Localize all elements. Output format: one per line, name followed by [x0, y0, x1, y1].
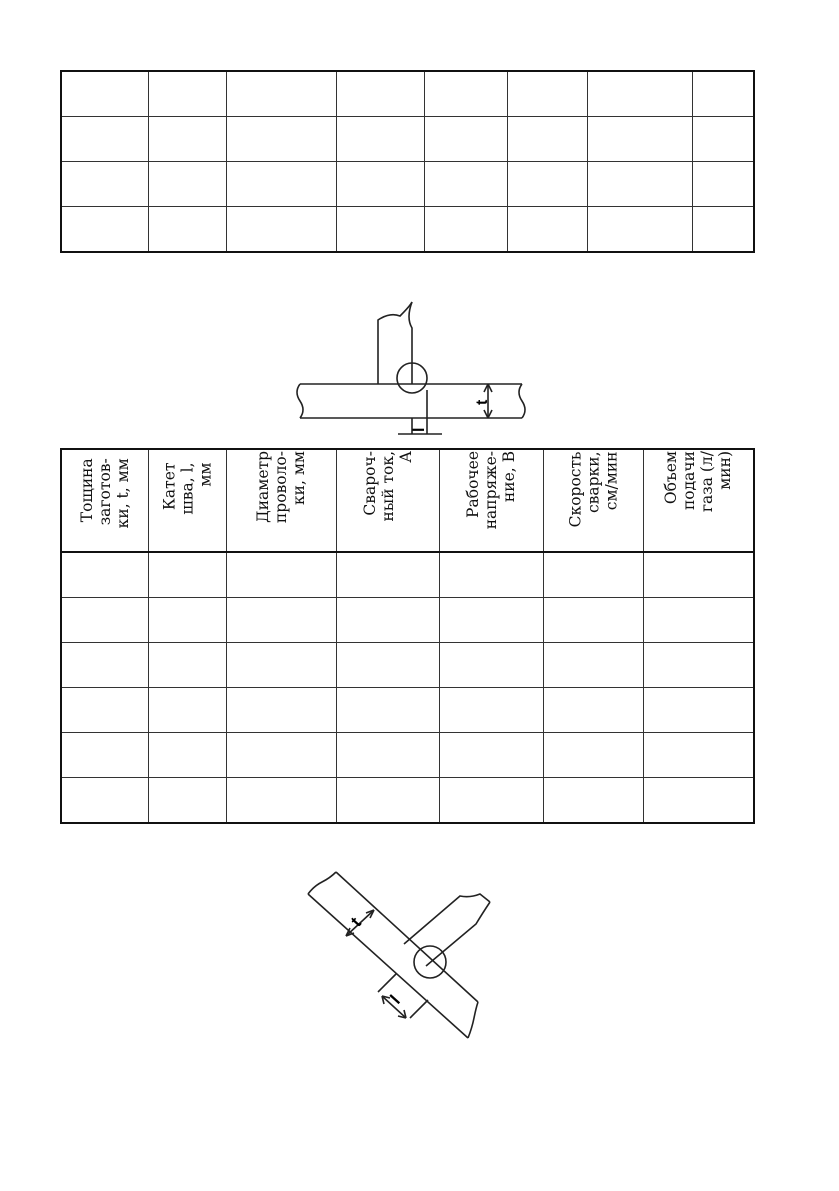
empty-cell[interactable] [61, 552, 148, 598]
dim-l-label: l [411, 427, 428, 432]
empty-cell[interactable] [439, 688, 543, 733]
table-row [61, 778, 754, 824]
empty-cell[interactable] [61, 598, 148, 643]
empty-cell[interactable] [424, 162, 507, 207]
empty-cell[interactable] [226, 778, 336, 824]
empty-cell[interactable] [148, 71, 226, 117]
empty-cell[interactable] [336, 643, 439, 688]
header-cell [643, 449, 754, 552]
table-row [61, 688, 754, 733]
empty-cell[interactable] [148, 598, 226, 643]
empty-cell[interactable] [61, 778, 148, 824]
top-blank-table [60, 70, 755, 253]
empty-cell[interactable] [148, 688, 226, 733]
empty-cell[interactable] [148, 117, 226, 162]
header-wire-diameter: Диаметр проволо- ки, мм [254, 450, 308, 523]
empty-cell[interactable] [336, 71, 424, 117]
empty-cell[interactable] [226, 162, 336, 207]
empty-cell[interactable] [543, 733, 643, 778]
empty-cell[interactable] [336, 162, 424, 207]
empty-cell[interactable] [692, 207, 754, 253]
empty-cell[interactable] [643, 598, 754, 643]
empty-cell[interactable] [439, 552, 543, 598]
empty-cell[interactable] [61, 688, 148, 733]
empty-cell[interactable] [148, 162, 226, 207]
table-row [61, 598, 754, 643]
empty-cell[interactable] [439, 778, 543, 824]
table-row [61, 71, 754, 117]
dim-t-label: t [474, 399, 491, 405]
empty-cell[interactable] [226, 71, 336, 117]
empty-cell[interactable] [587, 71, 692, 117]
empty-cell[interactable] [148, 552, 226, 598]
table-row [61, 207, 754, 253]
empty-cell[interactable] [507, 207, 587, 253]
empty-cell[interactable] [439, 733, 543, 778]
header-row [61, 449, 754, 552]
empty-cell[interactable] [692, 162, 754, 207]
empty-cell[interactable] [507, 117, 587, 162]
header-cell [543, 449, 643, 552]
empty-cell[interactable] [148, 778, 226, 824]
empty-cell[interactable] [543, 778, 643, 824]
empty-cell[interactable] [226, 117, 336, 162]
table-row [61, 552, 754, 598]
header-cell [148, 449, 226, 552]
inclined-joint-weld-figure [300, 868, 500, 1048]
empty-cell[interactable] [61, 643, 148, 688]
empty-cell[interactable] [439, 598, 543, 643]
empty-cell[interactable] [61, 117, 148, 162]
empty-cell[interactable] [424, 71, 507, 117]
header-cell [226, 449, 336, 552]
empty-cell[interactable] [336, 117, 424, 162]
empty-cell[interactable] [336, 598, 439, 643]
header-gas-flow: Объем подачи газа (л/ мин) [662, 450, 735, 512]
empty-cell[interactable] [439, 643, 543, 688]
dim-t-label: t [346, 913, 365, 931]
header-cell [439, 449, 543, 552]
empty-cell[interactable] [61, 207, 148, 253]
empty-cell[interactable] [336, 688, 439, 733]
table-row [61, 643, 754, 688]
table-row [61, 162, 754, 207]
table-row [61, 733, 754, 778]
header-thickness: Тощина заготов- ки, t, мм [77, 457, 132, 528]
empty-cell[interactable] [148, 733, 226, 778]
empty-cell[interactable] [643, 688, 754, 733]
header-cell [336, 449, 439, 552]
empty-cell[interactable] [226, 552, 336, 598]
empty-cell[interactable] [226, 207, 336, 253]
empty-cell[interactable] [226, 688, 336, 733]
empty-cell[interactable] [643, 552, 754, 598]
empty-cell[interactable] [424, 207, 507, 253]
empty-cell[interactable] [543, 643, 643, 688]
empty-cell[interactable] [643, 778, 754, 824]
empty-cell[interactable] [148, 207, 226, 253]
empty-cell[interactable] [336, 207, 424, 253]
dim-l-label: l [386, 991, 404, 1008]
empty-cell[interactable] [692, 71, 754, 117]
header-speed: Скорость сварки, см/мин [566, 451, 620, 527]
empty-cell[interactable] [692, 117, 754, 162]
empty-cell[interactable] [543, 688, 643, 733]
weld-parameters-table [60, 448, 755, 824]
header-current: Свароч- ный ток, А [360, 450, 415, 521]
t-joint-weld-figure [290, 298, 530, 443]
empty-cell[interactable] [61, 71, 148, 117]
empty-cell[interactable] [226, 733, 336, 778]
empty-cell[interactable] [148, 643, 226, 688]
empty-cell[interactable] [587, 117, 692, 162]
empty-cell[interactable] [543, 598, 643, 643]
empty-cell[interactable] [587, 207, 692, 253]
header-voltage: Рабочее напряже- ние, В [464, 450, 518, 529]
empty-cell[interactable] [507, 71, 587, 117]
empty-cell[interactable] [643, 643, 754, 688]
table-row [61, 117, 754, 162]
header-cell [61, 449, 148, 552]
empty-cell[interactable] [336, 778, 439, 824]
header-leg: Катет шва, l, мм [160, 462, 214, 515]
empty-cell[interactable] [226, 643, 336, 688]
empty-cell[interactable] [226, 598, 336, 643]
empty-cell[interactable] [61, 733, 148, 778]
empty-cell[interactable] [61, 162, 148, 207]
empty-cell[interactable] [336, 552, 439, 598]
empty-cell[interactable] [424, 117, 507, 162]
empty-cell[interactable] [643, 733, 754, 778]
empty-cell[interactable] [507, 162, 587, 207]
empty-cell[interactable] [336, 733, 439, 778]
empty-cell[interactable] [587, 162, 692, 207]
empty-cell[interactable] [543, 552, 643, 598]
